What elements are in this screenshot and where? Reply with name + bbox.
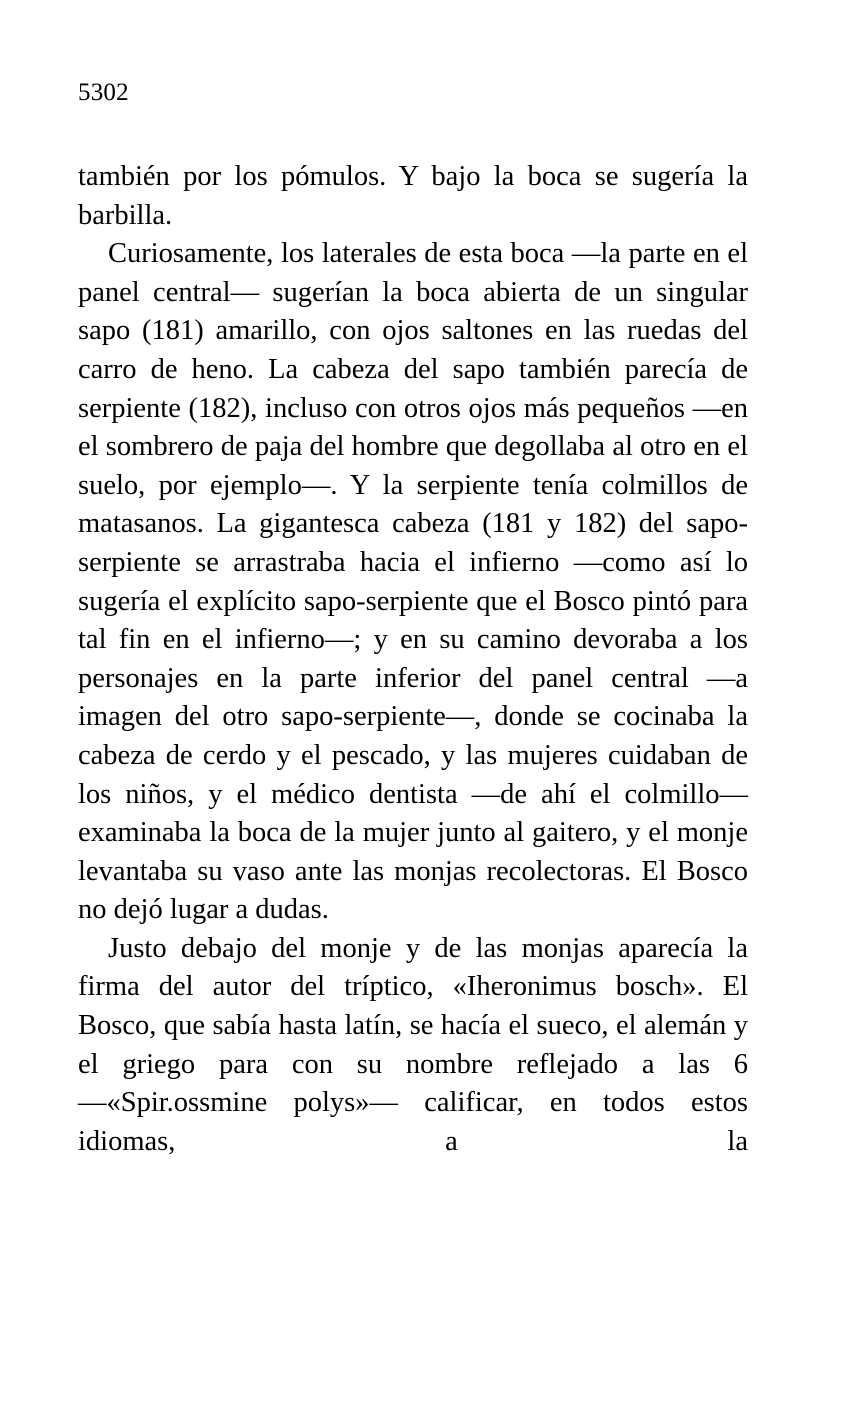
- page-number: 5302: [78, 79, 129, 106]
- paragraph-curiosamente: Curiosamente, los laterales de esta boca —la parte en el panel central— sugerían la boca abierta de un singular sapo (181) amarillo, con ojos saltones en las ruedas del carro de heno. La cabeza del sapo también parecía de serpiente (182), incluso con otros ojos más pequeños —en el sombrero de paja del hombre que degollaba al otro en el suelo, por ejemplo—. Y la serpiente tenía colmillos de matasanos. La gigantesca cabeza (181 y 182) del sapo-serpiente se arrastraba hacia el infierno —como así lo sugería el explícito sapo-serpiente que el Bosco pintó para tal fin en el infierno—; y en su camino devoraba a los personajes en la parte inferior del panel central —a imagen del otro sapo-serpiente—, donde se cocinaba la cabeza de cerdo y el pescado, y las mujeres cuidaban de los niños, y el médico dentista —de ahí el colmillo— examinaba la boca de la mujer junto al gaitero, y el monje levantaba su vaso ante las monjas recolectoras. El Bosco no dejó lugar a dudas.: [78, 238, 748, 926]
- paragraph-continued: también por los pómulos. Y bajo la boca se sugería la barbilla.: [78, 161, 748, 231]
- body-text-block: [78, 158, 748, 1200]
- paragraph-justo-debajo: Justo debajo del monje y de las monjas aparecía la firma del autor del tríptico, «Iheronimus bosch». El Bosco, que sabía hasta latín, se hacía el sueco, el alemán y el griego para con su nombre reflejado a las 6 —«Spir.ossmine polys»— calificar, en todos estos idiomas, a la: [78, 932, 748, 1157]
